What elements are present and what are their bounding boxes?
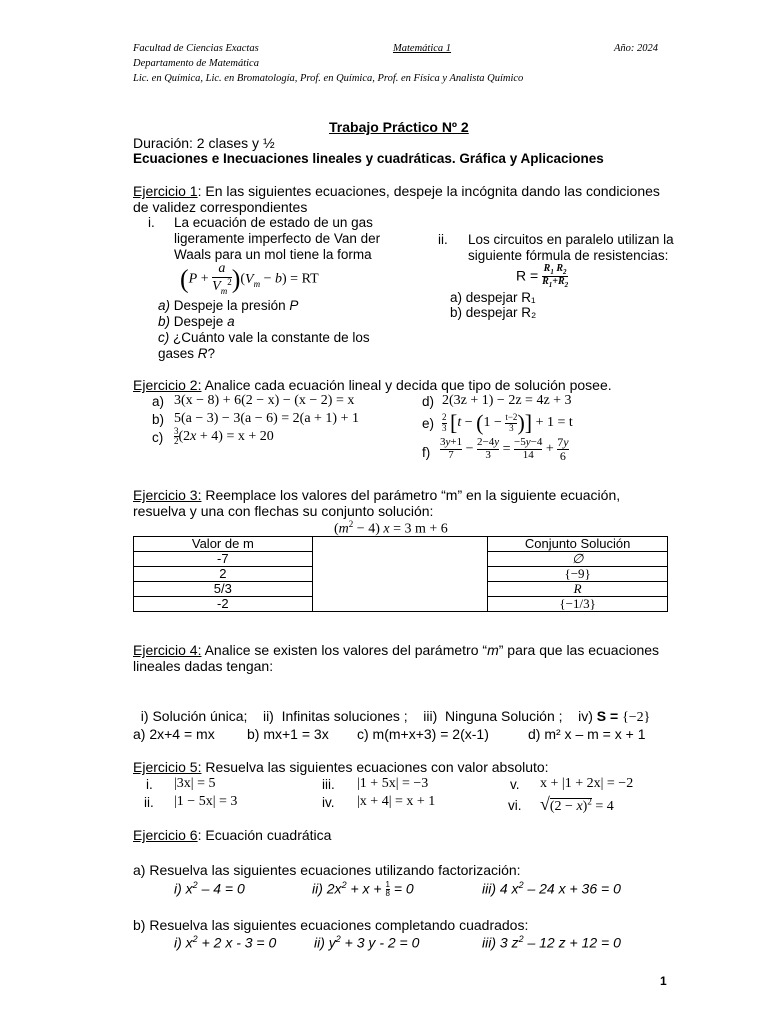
ex2-text: Analice cada ecuación lineal y decida que tipo de solución posee. <box>201 377 612 393</box>
ex3-text-2: resuelva y una con flechas su conjunto solución: <box>133 503 434 519</box>
ex1-i-c-var: R <box>197 346 208 361</box>
table-cell-solution: {−9} <box>488 567 668 582</box>
ex1-ii-line2: siguiente fórmula de resistencias: <box>468 248 669 263</box>
ex1-i-b-text: Despeje <box>170 314 228 329</box>
ex5-iii-equation: |1 + 5x| = −3 <box>357 776 429 791</box>
ex6-b-iii: iii) 3 $z^2 - 12$ z + 12 = 0 <box>482 934 621 951</box>
ex1-ii-number: ii. <box>438 232 448 247</box>
table-cell-m: 2 <box>134 567 313 582</box>
ex6-b-i: i) $x^2 + 2$ x - 3 = 0 <box>174 934 277 951</box>
ex1-i-b-var: a <box>227 314 235 329</box>
ex6-a-title: a) Resuelva las siguientes ecuaciones utilizando factorización: <box>133 862 521 878</box>
ex6-statement <box>133 827 331 843</box>
ex5-vi-equation: $√(2 - x)^2 = 4$ <box>540 794 614 814</box>
ex6-b-ii: ii) $y^2 + 3$ y - 2 = 0 <box>314 934 420 951</box>
table-cell-solution: R <box>488 582 668 597</box>
ex1-i-c <box>158 330 370 345</box>
ex5-label: Ejercicio 5: <box>133 759 202 775</box>
ex5-ii-number: ii. <box>144 795 154 810</box>
ex5-text: Resuelva las siguientes ecuaciones con valor absoluto: <box>201 759 549 775</box>
ex3-table <box>133 536 668 612</box>
table-cell-solution: ∅ <box>488 552 668 567</box>
duration: Duración: 2 clases y ½ <box>133 135 275 151</box>
ex1-i-b-tag: b) <box>158 314 171 329</box>
page-title: Trabajo Práctico Nº 2 <box>329 119 469 135</box>
ex2-a-equation: 3(x − 8) + 6(2 − x) − (x − 2) = x <box>174 393 355 408</box>
ex2-b-equation: 5(a − 3) − 3(a − 6) = 2(a + 1) + 1 <box>174 411 359 426</box>
ex1-i-line1: La ecuación de estado de un gas <box>174 215 373 230</box>
ex2-f-equation: $\frac{3y+1}{7}$ − $\frac{2-4y}{3}$ = $\frac{-5y-4}{14}$ + $\frac{7y}{6}$ <box>440 435 569 463</box>
ex2-label: Ejercicio 2: <box>133 377 202 393</box>
ex2-c-tag: c) <box>152 430 164 445</box>
table-cell-m: -7 <box>134 552 313 567</box>
ex1-ii-line1: Los circuitos en paralelo utilizan la <box>468 232 674 247</box>
ex1-i-a-text: Despeje la presión <box>170 298 290 313</box>
ex4-label: Ejercicio 4: <box>133 642 202 658</box>
ex2-a-tag: a) <box>152 394 165 409</box>
ex4-cond-s: S = <box>596 708 619 724</box>
ex1-text-2: de validez correspondientes <box>133 199 308 215</box>
ex5-v-number: v. <box>510 777 520 792</box>
ex5-statement <box>133 759 549 775</box>
ex1-ii-a: a) despejar R₁ <box>450 290 536 305</box>
ex5-i-number: i. <box>146 777 153 792</box>
ex5-v-equation: x + |1 + 2x| = −2 <box>540 776 634 791</box>
ex2-d-tag: d) <box>422 394 435 409</box>
ex1-i-a <box>158 298 298 313</box>
ex4-eq-b: b) mx+1 = 3x <box>247 726 329 742</box>
table-row <box>134 537 668 552</box>
ex3-label: Ejercicio 3: <box>133 487 202 503</box>
ex1-i-c-text2: gases <box>158 346 198 361</box>
ex6-b-title: b) Resuelva las siguientes ecuaciones completando cuadrados: <box>133 917 529 933</box>
ex1-text: : En las siguientes ecuaciones, despeje la incógnita dando las condiciones <box>197 183 660 199</box>
ex1-ii-formula: R = $\frac{R_1 R_2}{R_1+R_2}$ <box>516 263 569 290</box>
ex4-eq-c: c) m(m+x+3) = 2(x-1) <box>357 726 489 742</box>
header-year: Año: 2024 <box>614 43 659 54</box>
ex1-i-number: i. <box>148 215 155 230</box>
ex1-i-c-2 <box>158 346 215 361</box>
ex4-statement <box>133 642 659 658</box>
header-faculty: Facultad de Ciencias Exactas <box>133 43 259 54</box>
ex5-i-equation: |3x| = 5 <box>174 776 216 791</box>
topic: Ecuaciones e Inecuaciones lineales y cuadráticas. Gráfica y Aplicaciones <box>133 151 604 166</box>
ex3-equation: $(m^2 - 4) x = 3$ m + 6 <box>334 519 448 537</box>
ex1-label: Ejercicio 1 <box>133 183 198 199</box>
ex5-iv-equation: |x + 4| = x + 1 <box>357 794 436 809</box>
header-careers: Lic. en Química, Lic. en Bromatología, Prof. en Química, Prof. en Física y Analista Químico <box>133 73 524 84</box>
ex2-d-equation: 2(3z + 1) − 2z = 4z + 3 <box>442 393 572 408</box>
ex6-a-i: i) $x^2 - 4 = 0$ <box>174 880 245 897</box>
ex1-i-c-text: ¿Cuánto vale la constante de los <box>169 330 370 345</box>
ex5-vi-number: vi. <box>508 798 522 813</box>
ex1-i-a-var: P <box>289 298 299 313</box>
ex2-statement <box>133 377 612 393</box>
ex6-a-iii: iii) 4 $x^2 - 24$ x + 36 = 0 <box>482 880 621 897</box>
table-header-solution: Conjunto Solución <box>488 537 668 552</box>
ex4-text-b: ” para que las ecuaciones <box>498 642 660 658</box>
ex1-i-c-end: ? <box>207 346 216 361</box>
ex5-iii-number: iii. <box>322 777 335 792</box>
table-arrow-space <box>312 537 488 612</box>
ex1-i-formula: (P + $\frac{a}{V_m^2}$ )$(V_m - b)$ = RT <box>180 261 319 297</box>
table-cell-m: -2 <box>134 597 313 612</box>
table-header-m: Valor de m <box>134 537 313 552</box>
ex4-text: Analice se existen los valores del parámetro “ <box>201 642 488 658</box>
ex1-i-line2: ligeramente imperfecto de Van der <box>174 231 381 246</box>
ex2-b-tag: b) <box>152 412 165 427</box>
table-cell-solution: {−1/3} <box>488 597 668 612</box>
header-department: Departamento de Matemática <box>133 58 259 69</box>
ex6-text: : Ecuación cuadrática <box>197 827 332 843</box>
ex2-e-tag: e) <box>422 416 435 431</box>
ex4-eq-a: a) 2x+4 = mx <box>133 726 215 742</box>
header-subject: Matemática 1 <box>393 43 452 54</box>
ex1-i-c-tag: c) <box>158 330 170 345</box>
ex2-e-equation: $\frac{2}{3}$ [t − (1 − $\frac{t-2}{3}$ )] + 1 = t <box>442 410 573 435</box>
ex5-ii-equation: |1 − 5x| = 3 <box>174 794 238 809</box>
ex6-label: Ejercicio 6 <box>133 827 198 843</box>
ex3-statement <box>133 487 620 503</box>
ex3-text: Reemplace los valores del parámetro “m” en la siguiente ecuación, <box>201 487 621 503</box>
ex4-cond-set: {−2} <box>622 710 651 725</box>
ex4-conditions <box>133 692 650 726</box>
ex1-i-a-tag: a) <box>158 298 171 313</box>
ex1-statement <box>133 183 660 199</box>
ex4-conditions-text: i) Solución única; ii) Infinitas soluciones ; iii) Ninguna Solución ; iv) <box>140 708 593 724</box>
ex2-c-equation: $\frac{3}{2}$ (2x + 4) = x + 20 <box>174 426 274 447</box>
ex5-iv-number: iv. <box>322 795 335 810</box>
ex4-m: m <box>487 642 499 658</box>
ex2-f-tag: f) <box>422 445 431 460</box>
ex6-a-ii: ii) $2x^2 + x$ + $\frac{1}{8}$ = 0 <box>312 880 414 899</box>
ex4-text-2: lineales dadas tengan: <box>133 658 274 674</box>
ex4-eq-d: d) m² x – m = x + 1 <box>528 726 646 742</box>
table-cell-m: 5/3 <box>134 582 313 597</box>
ex1-i-line3: Waals para un mol tiene la forma <box>174 247 372 262</box>
ex1-i-b <box>158 314 235 329</box>
page-number: 1 <box>660 974 667 988</box>
ex1-ii-b: b) despejar R₂ <box>450 305 537 320</box>
